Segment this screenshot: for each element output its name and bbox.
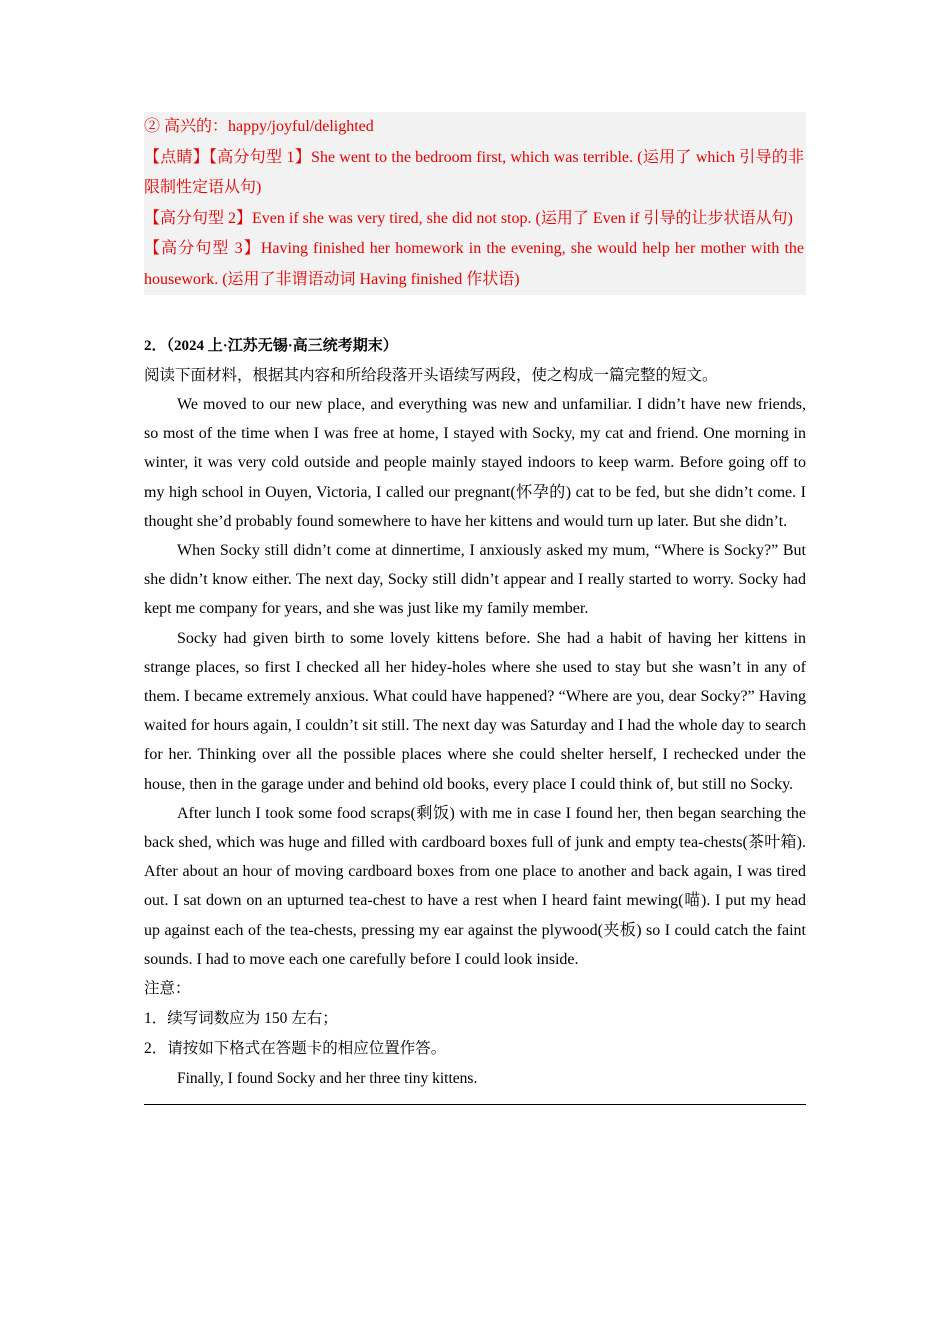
note-item: 1．续写词数应为 150 左右； bbox=[144, 1010, 338, 1028]
passage-paragraph: We moved to our new place, and everything was new and unfamiliar. I didn’t have new friends, so most of the time when I was free at home, I stayed with Socky, my cat and friend. One morning in winter, it was very cold outside and people mainly stayed indoors to keep warm. Before going off to my high school in Ouyen, Victoria, I called our pregnant(怀孕的) cat to be fed, but she didn’t come. I thought she’d probably found somewhere to have her kittens and would turn up later. But she didn’t. bbox=[144, 396, 806, 530]
notes-title: 注意： bbox=[144, 980, 191, 998]
key-sentence-3: 【高分句型 3】Having finished her homework in the evening, she would help her mother with the housework. (运用了非谓语动词 Having finished 作状语) bbox=[144, 240, 804, 288]
question-heading: 2．（2024 上·江苏无锡·高三统考期末） bbox=[144, 338, 398, 354]
document-page bbox=[144, 112, 806, 1105]
passage-paragraph: When Socky still didn’t come at dinnertime, I anxiously asked my mum, “Where is Socky?” But she didn’t know either. The next day, Socky still didn’t appear and I really started to worry. Socky had kept me company for years, and she was just like my family member. bbox=[144, 542, 806, 618]
answer-line bbox=[144, 1104, 806, 1105]
passage-paragraph: Socky had given birth to some lovely kittens before. She had a habit of having her kittens in strange places, so first I checked all her hidey-holes where she used to stay but she wasn’t in any of them. I became extremely anxious. What could have happened? “Where are you, dear Socky?” Having waited for hours again, I couldn’t sit still. The next day was Saturday and I had the whole day to search for her. Thinking over all the possible places where she could shelter herself, I rechecked under the house, then in the garage under and behind old books, every place I could think of, but still no Socky. bbox=[144, 629, 806, 793]
notes-section bbox=[144, 974, 806, 1094]
reading-passage bbox=[144, 390, 806, 974]
answer-highlight-box bbox=[144, 112, 806, 295]
key-sentence-2: 【高分句型 2】Even if she was very tired, she did not stop. (运用了 Even if 引导的让步状语从句) bbox=[144, 209, 793, 227]
key-sentence-1: 【点睛】【高分句型 1】She went to the bedroom first, which was terrible. (运用了 which 引导的非限制性定语从句) bbox=[144, 148, 804, 196]
question-instruction: 阅读下面材料，根据其内容和所给段落开头语续写两段，使之构成一篇完整的短文。 bbox=[144, 367, 718, 384]
note-item: 2．请按如下格式在答题卡的相应位置作答。 bbox=[144, 1040, 447, 1058]
passage-paragraph: After lunch I took some food scraps(剩饭) with me in case I found her, then began searching the back shed, which was huge and filled with cardboard boxes full of junk and empty tea-chests(茶叶箱). After about an hour of moving cardboard boxes from one place to another and back again, I was tired out. I sat down on an upturned tea-chest to have a rest when I heard faint mewing(喵). I put my head up against each of the tea-chests, pressing my ear against the plywood(夹板) so I could catch the faint sounds. I had to move each one carefully before I could look inside. bbox=[144, 804, 806, 968]
continuation-start: Finally, I found Socky and her three tiny kittens. bbox=[177, 1070, 478, 1088]
vocab-line: ② 高兴的：happy/joyful/delighted bbox=[144, 118, 374, 135]
